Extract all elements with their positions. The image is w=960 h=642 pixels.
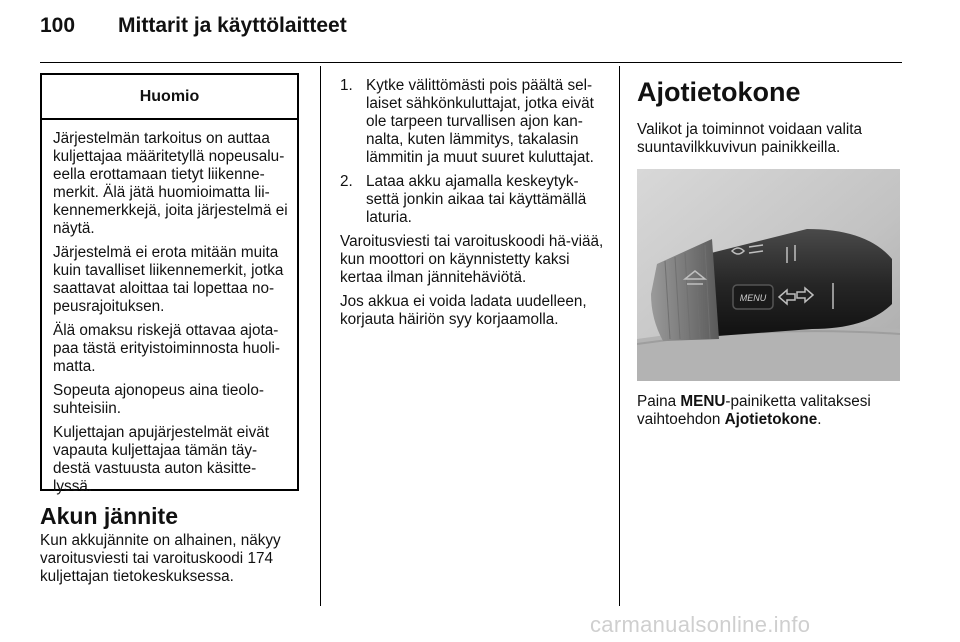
chapter-title: Mittarit ja käyttölaitteet xyxy=(118,14,347,37)
instruction-prefix: Paina xyxy=(637,393,681,410)
step-number: 1. xyxy=(340,77,353,94)
column-divider-right xyxy=(619,66,620,606)
header-rule xyxy=(40,62,902,63)
step-number: 2. xyxy=(340,173,353,190)
step-text: Lataa akku ajamalla keskeytyk-settä jonkin aikaa tai käyttämällä laturia. xyxy=(366,173,587,226)
note-paragraph: Älä omaksu riskejä ottavaa ajota-paa tästä erityistoiminnosta huoli-matta. xyxy=(53,322,281,375)
steps-list xyxy=(340,77,610,227)
turn-signal-lever-photo xyxy=(637,169,900,381)
trip-computer-option: Ajotietokone xyxy=(724,411,818,428)
instruction-middle: -painiketta valitaksesi vaihtoehdon xyxy=(637,393,871,428)
note-box xyxy=(40,73,299,495)
note-paragraph: Järjestelmän tarkoitus on auttaa kuljettajaa määritetyllä nopeusalu-eella erottamaan tietyt liikenne-merkit. Älä jätä huomioimatta lii-kennemerkkejä, joita järjestelmä ei näytä. xyxy=(53,130,288,237)
warning-clear-paragraph: Varoitusviesti tai varoituskoodi hä-viää, kun moottori on käynnistetty kaksi kertaa ilman jännitehäviötä. xyxy=(340,233,604,286)
note-title: Huomio xyxy=(42,75,297,120)
note-body xyxy=(42,120,297,496)
watermark: carmanualsonline.info xyxy=(590,612,811,637)
battery-paragraph: Kun akkujännite on alhainen, näkyy varoitusviesti tai varoituskoodi 174 kuljettajan tietokeskuksessa. xyxy=(40,532,281,585)
note-paragraph: Järjestelmä ei erota mitään muita kuin tavalliset liikennemerkit, jotka saattavat aloittaa tai lopettaa no-peusrajoituksen. xyxy=(53,244,284,315)
menu-key-label: MENU xyxy=(680,393,726,410)
note-paragraph: Kuljettajan apujärjestelmät eivät vapauta kuljettajaa tämän täy-destä vastuusta auton käsitte-lyssä. xyxy=(53,424,269,495)
list-item xyxy=(340,77,610,167)
instruction-suffix: . xyxy=(817,411,822,428)
page-number: 100 xyxy=(40,14,76,37)
battery-voltage-text xyxy=(40,532,310,586)
step-text: Kytke välittömästi pois päältä sel-laiset sähkönkuluttajat, jotka eivät ole tarpeen turvallisen ajon kan-nalta, kuten lämmitys, takalasin lämmitin ja muut suuret kuluttajat. xyxy=(366,77,594,166)
menu-instruction xyxy=(637,393,902,429)
trip-computer-heading: Ajotietokone xyxy=(637,77,801,107)
middle-column xyxy=(340,77,610,335)
column-divider-left xyxy=(320,66,321,606)
workshop-paragraph: Jos akkua ei voida ladata uudelleen, korjauta häiriön syy korjaamolla. xyxy=(340,293,587,328)
menu-button-label: MENU xyxy=(739,293,767,303)
menu-button xyxy=(733,285,773,309)
battery-voltage-heading: Akun jännite xyxy=(40,503,179,529)
list-item xyxy=(340,173,610,227)
trip-computer-intro: Valikot ja toiminnot voidaan valita suuntavilkkuvivun painikkeilla. xyxy=(637,121,863,156)
note-paragraph: Sopeuta ajonopeus aina tieolo-suhteisiin. xyxy=(53,382,264,417)
right-column xyxy=(637,77,902,429)
